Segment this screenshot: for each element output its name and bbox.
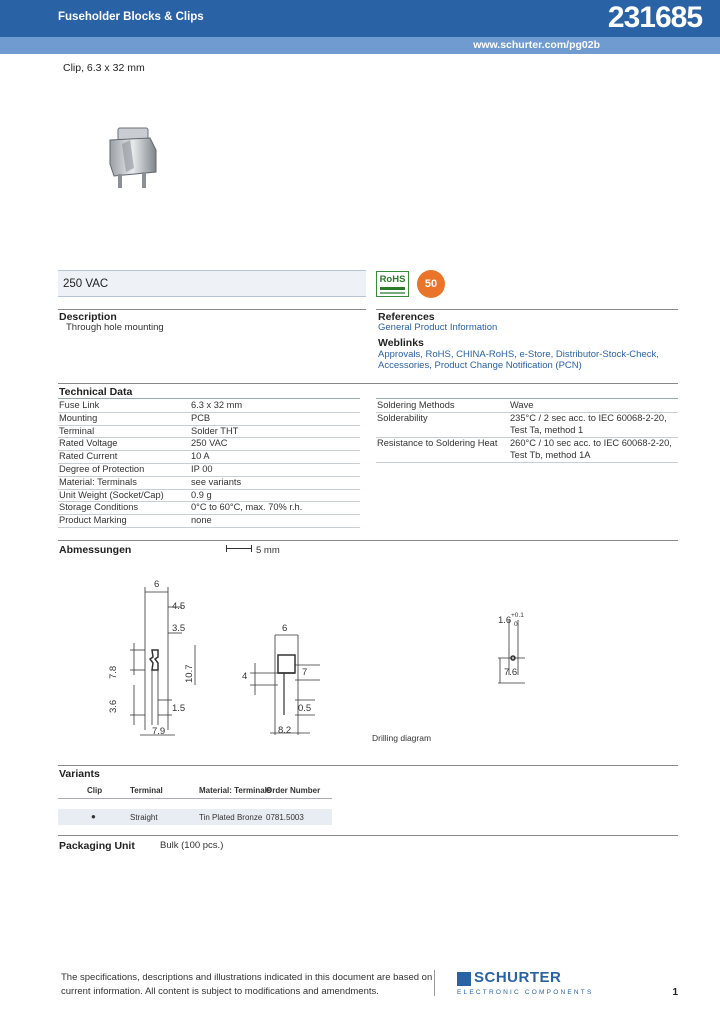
scale-label: 5 mm — [256, 545, 280, 556]
tech-value-cont: Test Tb, method 1A — [510, 450, 591, 460]
tech-value: Wave — [510, 400, 534, 410]
tech-key: Rated Current — [59, 451, 118, 462]
schurter-logo-icon — [457, 972, 471, 986]
voltage-value: 250 VAC — [63, 278, 109, 290]
rohs-badge — [376, 271, 409, 297]
description-text: Through hole mounting — [66, 322, 164, 333]
dim-label-7-9: 7.9 — [152, 726, 166, 737]
variants-heading: Variants — [59, 768, 100, 780]
part-number: 231685 — [607, 1, 702, 34]
tech-row — [58, 464, 360, 477]
page-number: 1 — [672, 987, 678, 998]
tech-value: 235°C / 2 sec acc. to IEC 60068-2-20, — [510, 413, 667, 423]
tech-key: Resistance to Soldering Heat — [377, 438, 498, 448]
variant-material: Tin Plated Bronze — [199, 813, 263, 822]
tech-value: see variants — [191, 476, 242, 487]
tech-key: Degree of Protection — [59, 464, 145, 474]
tech-key: Material: Terminals — [59, 476, 137, 487]
drilling-diagram-label: Drilling diagram — [372, 733, 432, 743]
scale-bar — [226, 545, 252, 552]
variant-clip-dot: ● — [91, 812, 96, 821]
dim-label-6b: 6 — [282, 623, 288, 634]
tech-row-right — [376, 413, 678, 438]
rohs-label: RoHS — [379, 274, 406, 285]
tech-key: Rated Voltage — [59, 438, 118, 449]
tech-row-right — [376, 400, 678, 413]
weblinks-line2[interactable]: Accessories, Product Change Notification (PCN) — [378, 360, 582, 371]
weblinks-heading: Weblinks — [378, 337, 424, 349]
tech-value: Solder THT — [191, 425, 239, 436]
dim-label-8-2: 8.2 — [278, 725, 292, 736]
footer-line1: The specifications, descriptions and illustrations indicated in this document are based on — [61, 972, 433, 983]
tech-row — [58, 477, 360, 490]
header-url-link[interactable]: www.schurter.com/pg02b — [473, 39, 600, 51]
tech-row — [58, 400, 360, 413]
tech-key: Mounting — [59, 412, 98, 423]
tech-key: Soldering Methods — [377, 400, 455, 410]
weblinks-line1[interactable]: Approvals, RoHS, CHINA-RoHS, e-Store, Distributor-Stock-Check, — [378, 349, 659, 360]
product-subtitle: Clip, 6.3 x 32 mm — [63, 62, 145, 74]
tech-row — [58, 502, 360, 515]
dim-label-3-6: 3.6 — [108, 699, 119, 713]
col-material: Material: Terminals — [199, 786, 272, 795]
packaging-value: Bulk (100 pcs.) — [160, 840, 224, 851]
tech-row — [58, 413, 360, 426]
packaging-heading: Packaging Unit — [59, 840, 135, 852]
variant-order-number[interactable]: 0781.5003 — [266, 813, 304, 822]
tech-value: PCB — [191, 412, 211, 423]
dim-label-1-6: 1.6 — [498, 615, 512, 626]
dim-label-tol-upper: +0.1 — [511, 612, 524, 619]
references-heading: References — [378, 311, 435, 323]
technical-heading: Technical Data — [59, 386, 133, 398]
schurter-logo: SCHURTER — [474, 969, 562, 986]
dim-label-0-5: 0.5 — [298, 703, 312, 714]
tech-row — [58, 451, 360, 464]
tech-value: 10 A — [191, 451, 210, 462]
tech-row — [58, 490, 360, 503]
dim-label-10-7: 10.7 — [184, 664, 195, 683]
category-title: Fuseholder Blocks & Clips — [58, 11, 204, 23]
tech-value: 6.3 x 32 mm — [191, 400, 243, 410]
tech-key: Unit Weight (Socket/Cap) — [59, 489, 164, 500]
dimension-labels — [108, 579, 524, 737]
tech-value: 0.9 g — [191, 489, 212, 500]
tech-key: Storage Conditions — [59, 502, 139, 513]
dim-label-7-8: 7.8 — [108, 665, 119, 679]
tech-row — [58, 438, 360, 451]
schurter-logo-sub: ELECTRONIC COMPONENTS — [457, 989, 594, 996]
dim-label-7: 7 — [302, 667, 308, 678]
col-terminal: Terminal — [130, 786, 163, 795]
voltage-bar — [58, 270, 366, 297]
general-info-link[interactable]: General Product Information — [378, 322, 498, 333]
tech-key: Solderability — [377, 413, 428, 423]
dim-label-4-5: 4.5 — [172, 601, 186, 612]
dimensions-heading: Abmessungen — [59, 544, 132, 556]
dimension-drawing — [100, 575, 524, 745]
tech-row — [58, 426, 360, 439]
tech-row — [58, 515, 360, 528]
tech-row-right — [376, 438, 678, 463]
product-photo — [100, 120, 170, 195]
tech-value: none — [191, 515, 212, 526]
description-heading: Description — [59, 311, 117, 323]
tech-value: 250 VAC — [191, 438, 228, 449]
footer-line2: current information. All content is subject to modifications and amendments. — [61, 986, 379, 997]
dim-label-4: 4 — [242, 671, 248, 682]
col-order-number: Order Number — [266, 786, 321, 795]
fifty-year-badge: 50 — [417, 270, 445, 298]
dim-label-1-5: 1.5 — [172, 703, 186, 714]
dim-label-tol-lower: 0 — [514, 621, 518, 628]
col-clip: Clip — [87, 786, 103, 795]
tech-value: 260°C / 10 sec acc. to IEC 60068-2-20, — [510, 438, 672, 448]
dim-label-6a: 6 — [154, 579, 160, 590]
tech-key: Product Marking — [59, 515, 127, 526]
dim-label-3-5: 3.5 — [172, 623, 186, 634]
tech-key: Fuse Link — [59, 400, 100, 410]
tech-value: 0°C to 60°C, max. 70% r.h. — [191, 502, 303, 513]
tech-value-cont: Test Ta, method 1 — [510, 425, 584, 435]
header-subbar — [0, 37, 720, 54]
tech-value: IP 00 — [191, 464, 213, 474]
tech-key: Terminal — [59, 425, 95, 436]
dim-label-7-6: 7.6 — [504, 667, 518, 678]
variant-terminal: Straight — [130, 813, 158, 822]
